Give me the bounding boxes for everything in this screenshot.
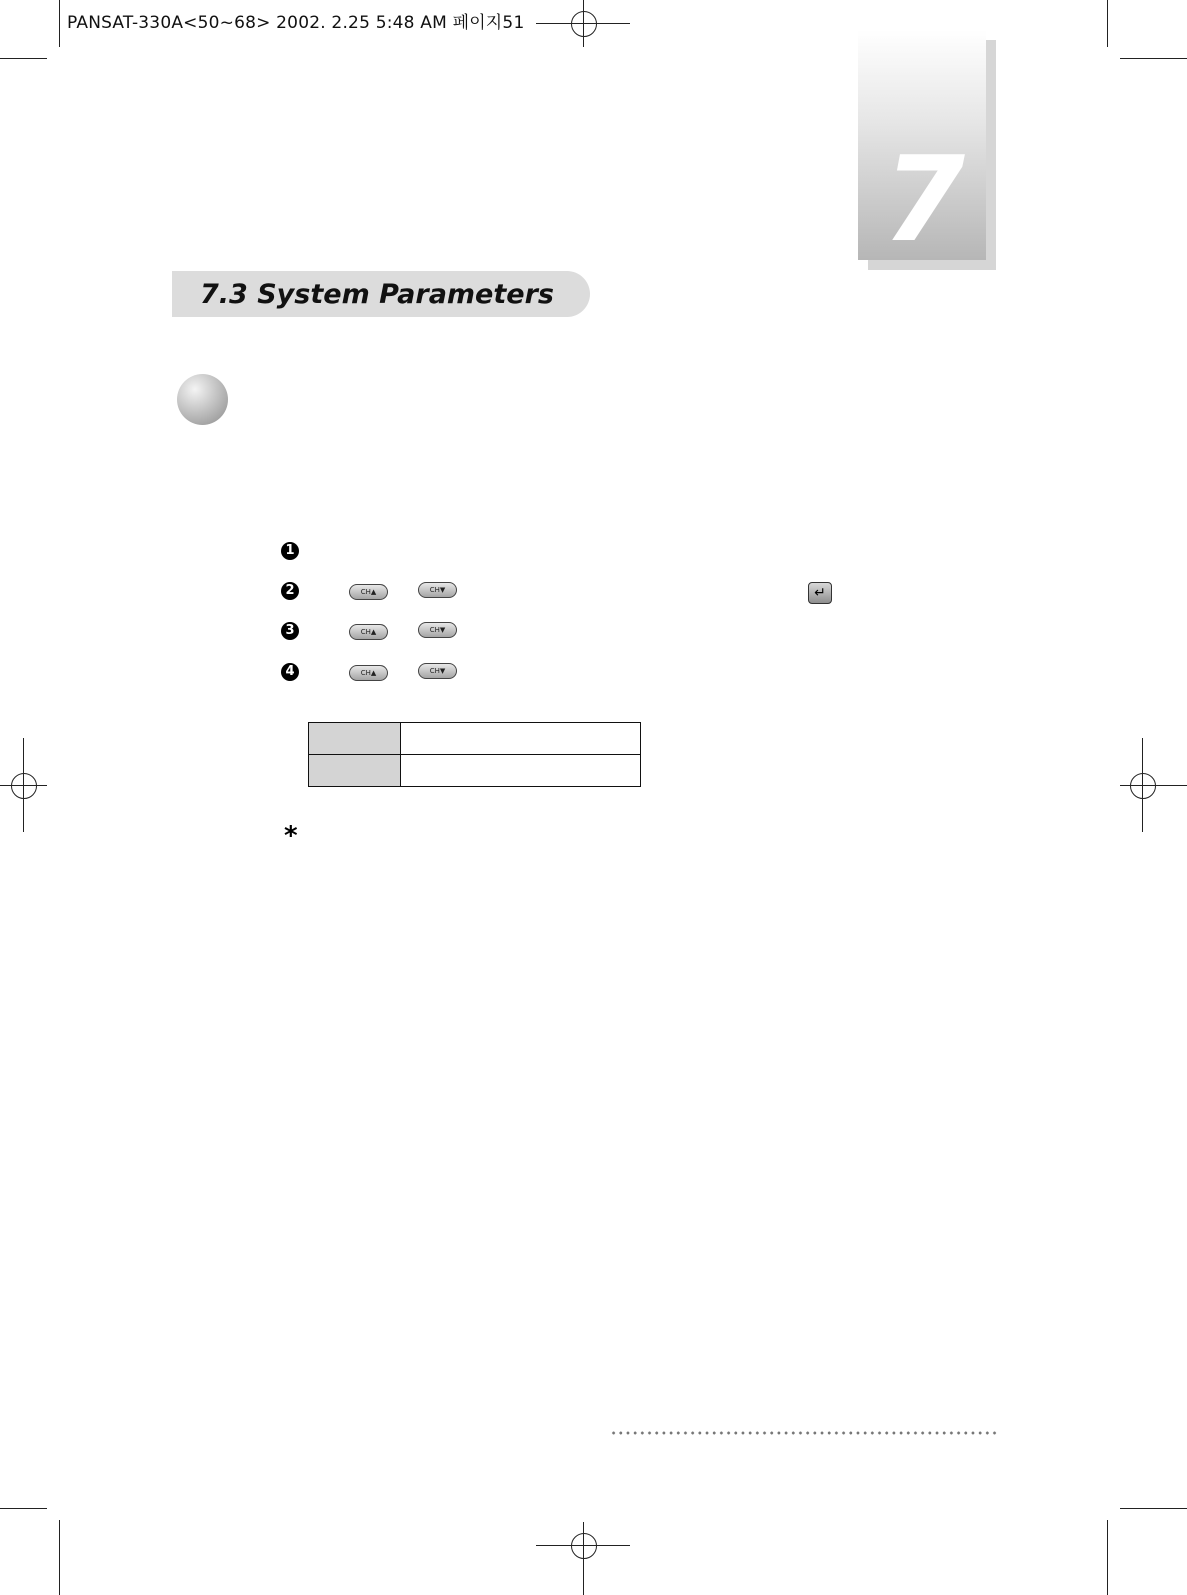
crop-mark (59, 0, 60, 47)
ch-down-button-icon: CH▼ (418, 663, 457, 679)
registration-circle (571, 11, 597, 37)
chapter-number: 7 (882, 130, 962, 268)
crop-mark (0, 1508, 47, 1509)
step-number: 4 (281, 663, 299, 681)
crop-mark (1107, 1520, 1108, 1595)
sphere-bullet-icon (177, 374, 228, 425)
table-row (309, 723, 641, 755)
ch-down-button-icon: CH▼ (418, 622, 457, 638)
ch-up-button-icon: CH▲ (349, 584, 388, 600)
step-number: 2 (281, 582, 299, 600)
ch-up-button-icon: CH▲ (349, 624, 388, 640)
crop-mark (1120, 58, 1187, 59)
crop-mark (1107, 0, 1108, 47)
registration-circle (571, 1533, 597, 1559)
table-row (309, 755, 641, 787)
table-value-cell (401, 755, 641, 787)
step-number: 3 (281, 622, 299, 640)
registration-circle (11, 773, 37, 799)
ch-down-button-icon: CH▼ (418, 582, 457, 598)
table-value-cell (401, 723, 641, 755)
enter-key-icon: ↵ (808, 582, 832, 604)
section-title: 7.3 System Parameters (200, 279, 554, 310)
print-header: PANSAT-330A<50~68> 2002. 2.25 5:48 AM 페이지51 (67, 13, 525, 33)
ch-up-button-icon: CH▲ (349, 665, 388, 681)
note-asterisk: * (284, 821, 298, 851)
step-number: 1 (281, 542, 299, 560)
table-label-cell (309, 723, 401, 755)
crop-mark (0, 58, 47, 59)
crop-mark (59, 1520, 60, 1595)
parameter-table (308, 722, 641, 787)
registration-circle (1130, 773, 1156, 799)
crop-mark (1120, 1508, 1187, 1509)
table-label-cell (309, 755, 401, 787)
footer-dotted-rule (610, 1430, 1000, 1436)
